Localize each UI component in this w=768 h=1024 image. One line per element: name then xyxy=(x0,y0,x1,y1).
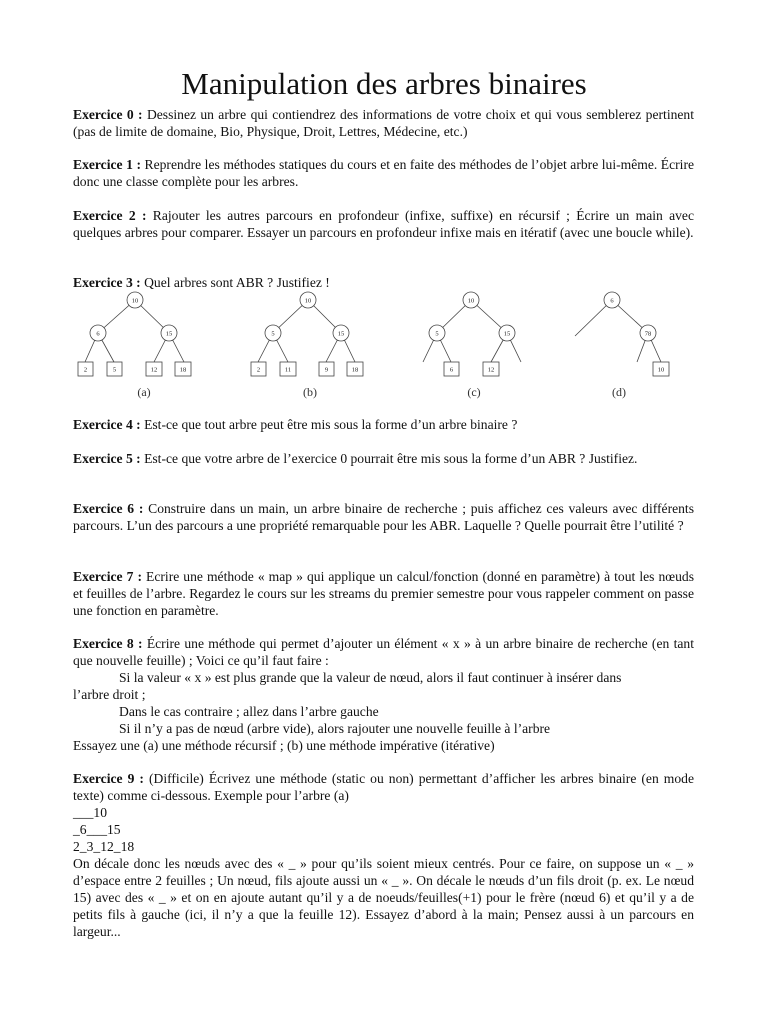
exercise-7-text: Ecrire une méthode « map » qui applique un calcul/fonction (donné en paramètre) à tout les nœuds et feuilles de l’arbre. Regardez le cours sur les streams du premier semestre pour vous rappeler comment on passe une fonction en paramètre. xyxy=(73,569,695,618)
exercise-2-label: Exercice 2 : xyxy=(73,208,147,223)
exercise-7-label: Exercice 7 : xyxy=(73,569,142,584)
exercise-9-output-line-3: 2_3_12_18 xyxy=(73,839,135,854)
exercise-9-output-line-2: _6___15 xyxy=(73,822,121,837)
exercise-6 xyxy=(73,500,694,534)
exercise-5-label: Exercice 5 : xyxy=(73,451,141,466)
exercise-8-text: Écrire une méthode qui permet d’ajouter un élément « x » à un arbre binaire de recherche (en tant que nouvelle feuille) ; Voici ce qu’il faut faire : xyxy=(73,636,694,668)
exercise-8 xyxy=(73,635,694,754)
tree-b-leaf-label: 2 xyxy=(256,366,261,374)
exercise-4-label: Exercice 4 : xyxy=(73,417,141,432)
exercise-8-step-2: Dans le cas contraire ; allez dans l’arbre gauche xyxy=(119,704,379,719)
exercise-8-step-1: Si la valeur « x » est plus grande que la valeur de nœud, alors il faut continuer à insérer dans xyxy=(119,670,622,685)
page-title: Manipulation des arbres binaires xyxy=(181,66,587,101)
exercise-1-label: Exercice 1 : xyxy=(73,157,141,172)
exercise-3 xyxy=(73,274,694,291)
exercise-8-closing: Essayez une (a) une méthode récursif ; (b) une méthode impérative (itérative) xyxy=(73,738,495,753)
exercise-5-text: Est-ce que votre arbre de l’exercice 0 pourrait être mis sous la forme d’un ABR ? Justifiez. xyxy=(140,451,638,466)
tree-b-left-label: 5 xyxy=(271,330,275,338)
tree-b-right-label: 15 xyxy=(337,330,345,338)
tree-d-caption: (d) xyxy=(612,385,626,399)
tree-a-caption: (a) xyxy=(137,385,151,399)
exercise-1 xyxy=(73,156,694,190)
tree-b-leaf-label: 11 xyxy=(284,366,292,374)
exercise-1-text: Reprendre les méthodes statiques du cours et en faite des méthodes de l’objet arbre lui-même. Écrire donc une classe complète pour les arbres. xyxy=(73,157,695,189)
exercise-0-label: Exercice 0 : xyxy=(73,107,143,122)
exercise-3-label: Exercice 3 : xyxy=(73,275,141,290)
exercise-5 xyxy=(73,450,694,467)
exercise-2 xyxy=(73,207,694,241)
tree-a-leaf-label: 2 xyxy=(83,366,88,374)
bst-trees-figure xyxy=(73,290,693,402)
exercise-0 xyxy=(73,106,694,140)
exercise-9 xyxy=(73,770,694,940)
tree-c-right-label: 15 xyxy=(503,330,511,338)
exercise-8-intro xyxy=(73,635,694,669)
tree-a-right-label: 15 xyxy=(165,330,173,338)
tree-c-leaf-label: 6 xyxy=(449,366,454,374)
exercise-6-text: Construire dans un main, un arbre binaire de recherche ; puis affichez ces valeurs avec différents parcours. L’un des parcours a une propriété remarquable pour les ABR. Laquelle ? Quelle pourrait être l’utilité ? xyxy=(73,501,695,533)
exercise-4-text: Est-ce que tout arbre peut être mis sous la forme d’un arbre binaire ? xyxy=(140,417,518,432)
exercise-9-label: Exercice 9 : xyxy=(73,771,144,786)
exercise-9-text: (Difficile) Écrivez une méthode (static ou non) permettant d’afficher les arbres binaire (en mode texte) comme ci-dessous. Exemple pour l’arbre (a) xyxy=(73,771,694,803)
tree-b-root-label: 10 xyxy=(304,297,312,305)
tree-a-leaf-label: 12 xyxy=(150,366,158,374)
tree-c-root-label: 10 xyxy=(467,297,475,305)
exercise-7 xyxy=(73,568,694,619)
tree-b-leaf-label: 9 xyxy=(324,366,329,374)
tree-c-left-label: 5 xyxy=(435,330,439,338)
exercise-3-text: Quel arbres sont ABR ? Justifiez ! xyxy=(140,275,330,290)
exercise-8-step-3: Si il n’y a pas de nœud (arbre vide), alors rajouter une nouvelle feuille à l’arbre xyxy=(119,721,551,736)
exercise-9-explanation: On décale donc les nœuds avec des « _ » pour qu’ils soient mieux centrés. Pour ce faire, on suppose un « _ » d’espace entre 2 feuilles ; Un nœud, fils ajoute aussi un « _ ». On décale le nœuds d’un fils droit (p. ex. Le nœud 15) avec des « _ » et on en ajoute autant qu’il y a de noeuds/feuilles(+1) pour le frère (nœud 6) et qu’il y a de petits fils à gauche (ici, il n’y a que la feuille 12). Essayez d’abord à la main; Pensez aussi à un parcours en largeur... xyxy=(73,856,694,939)
tree-d-leaf-label: 10 xyxy=(657,366,665,374)
tree-a-root-label: 10 xyxy=(131,297,139,305)
tree-b-caption: (b) xyxy=(303,385,317,399)
tree-d-right-label: 78 xyxy=(644,330,652,338)
tree-a-leaf-label: 18 xyxy=(179,366,187,374)
tree-a-left-label: 6 xyxy=(96,330,100,338)
exercise-8-step-1-cont: l’arbre droit ; xyxy=(73,687,146,702)
tree-d-root-label: 6 xyxy=(610,297,614,305)
exercise-2-text: Rajouter les autres parcours en profondeur (infixe, suffixe) en récursif ; Écrire un main avec quelques arbres pour comparer. Essayer un parcours en profondeur infixe mais en itératif (avec une boucle while). xyxy=(73,208,694,240)
exercise-0-text: Dessinez un arbre qui contiendrez des informations de votre choix et qui vous semblerez pertinent (pas de limite de domaine, Bio, Physique, Droit, Lettres, Médecine, etc.) xyxy=(73,107,694,139)
exercise-8-label: Exercice 8 : xyxy=(73,636,143,651)
exercise-4 xyxy=(73,416,694,433)
tree-a-leaf-label: 5 xyxy=(112,366,117,374)
exercise-9-output-line-1: ___10 xyxy=(73,805,107,820)
exercise-6-label: Exercice 6 : xyxy=(73,501,144,516)
tree-c-caption: (c) xyxy=(467,385,481,399)
tree-c-leaf-label: 12 xyxy=(487,366,495,374)
exercise-9-intro xyxy=(73,770,694,804)
tree-b-leaf-label: 18 xyxy=(351,366,359,374)
